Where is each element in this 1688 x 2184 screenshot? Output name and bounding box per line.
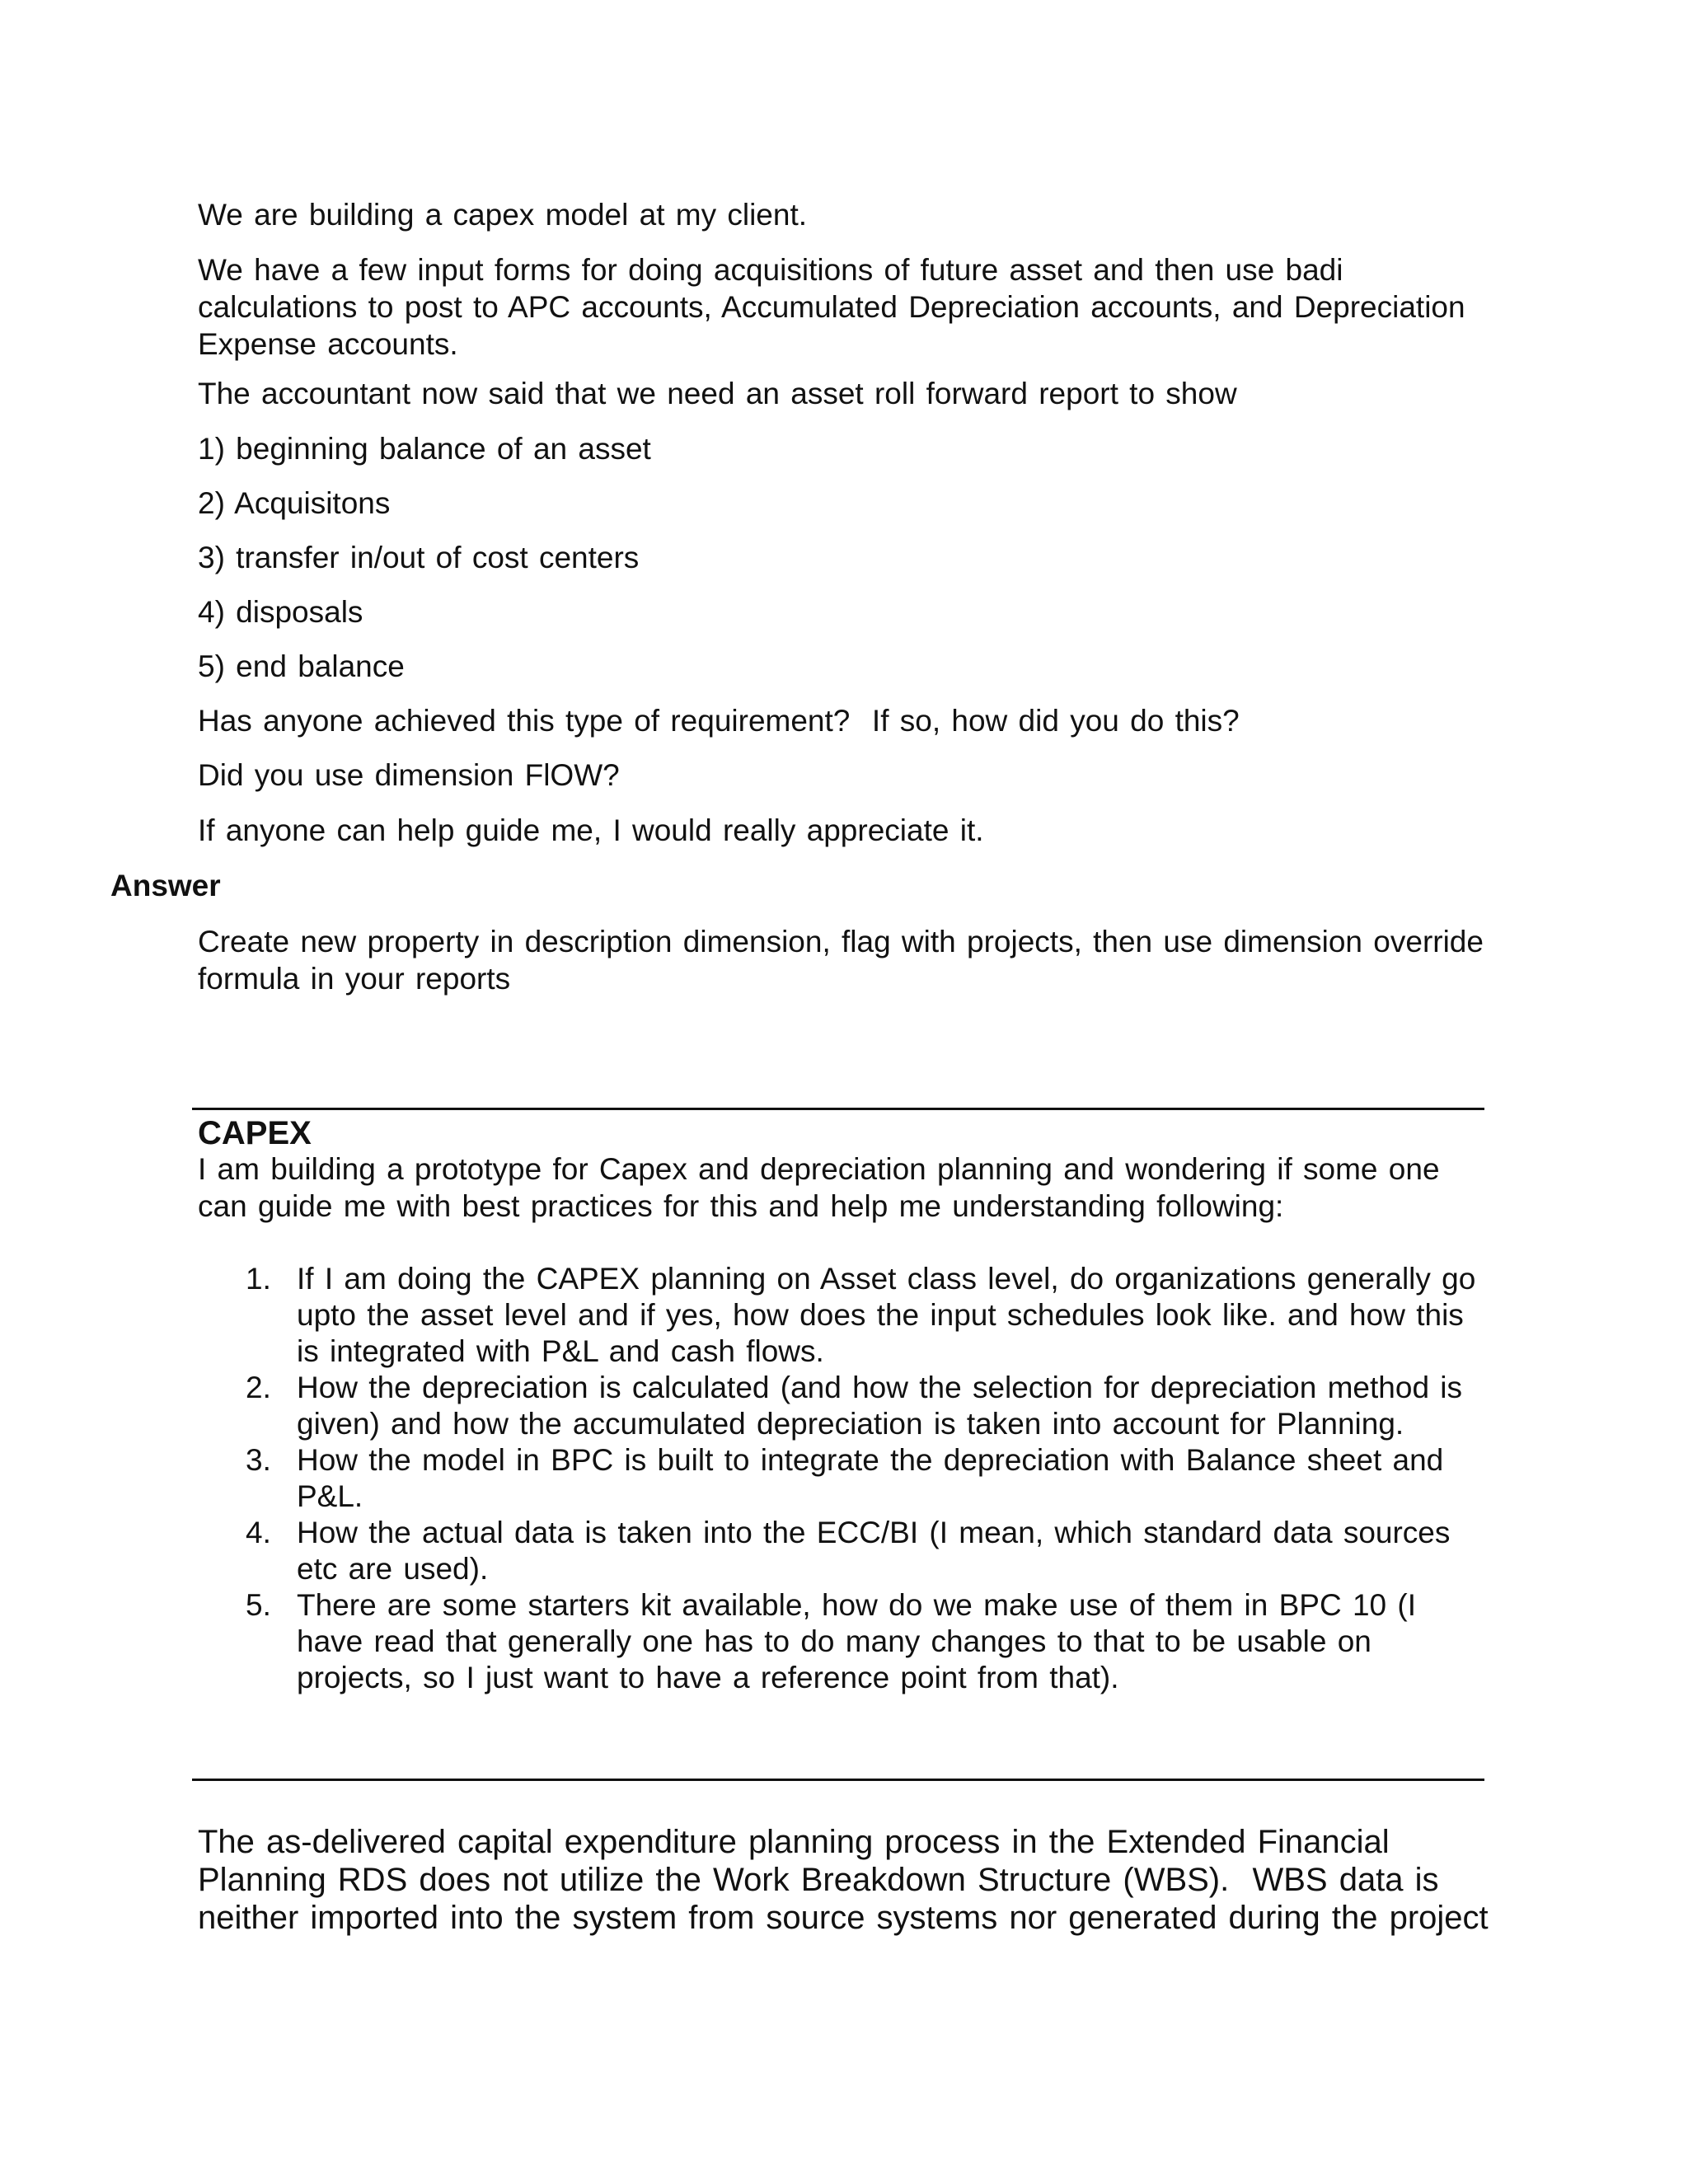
list-item-text: How the model in BPC is built to integrate the depreciation with Balance sheet and P&L.	[297, 1443, 1444, 1513]
list-item-text: There are some starters kit available, how do we make use of them in BPC 10 (I have read that generally one has to do many changes to that to be usable on projects, so I just want to have a reference point from that).	[297, 1588, 1416, 1694]
roll-forward-item: 5) end balance	[198, 649, 405, 683]
list-item	[198, 1442, 1484, 1515]
list-number: 3.	[246, 1443, 271, 1477]
question-1: Has anyone achieved this type of requirement? If so, how did you do this?	[198, 704, 1240, 738]
answer-text: Create new property in description dimension, flag with projects, then use dimension override formula in your reports	[198, 925, 1484, 996]
intro-paragraph-3: The accountant now said that we need an asset roll forward report to show	[198, 377, 1237, 410]
section-divider-top	[192, 1108, 1484, 1110]
list-number: 2.	[246, 1371, 271, 1404]
roll-forward-item: 3) transfer in/out of cost centers	[198, 541, 640, 574]
roll-forward-item: 2) Acquisitons	[198, 486, 391, 520]
roll-forward-item: 1) beginning balance of an asset	[198, 432, 651, 466]
question-2: Did you use dimension FlOW?	[198, 758, 620, 792]
intro-paragraph-2: We have a few input forms for doing acquisitions of future asset and then use badi calculations to post to APC accounts, Accumulated Depreciation accounts, and Depreciation Expense accounts.	[198, 253, 1465, 361]
list-item	[198, 1261, 1484, 1370]
list-item	[198, 1515, 1484, 1587]
capex-intro: I am building a prototype for Capex and depreciation planning and wondering if some one can guide me with best practices for this and help me understanding following:	[198, 1152, 1440, 1223]
question-3: If anyone can help guide me, I would really appreciate it.	[198, 813, 984, 847]
capex-title: CAPEX	[198, 1115, 312, 1151]
list-item-text: How the actual data is taken into the ECC/BI (I mean, which standard data sources etc are used).	[297, 1516, 1451, 1586]
section-divider-bottom	[192, 1779, 1484, 1781]
list-item-text: If I am doing the CAPEX planning on Asset class level, do organizations generally go upto the asset level and if yes, how does the input schedules look like. and how this is integrated with P&L and cash flows.	[297, 1262, 1476, 1368]
capex-question-list	[198, 1261, 1484, 1696]
intro-paragraph-1: We are building a capex model at my client.	[198, 198, 808, 232]
list-item-text: How the depreciation is calculated (and how the selection for depreciation method is given) and how the accumulated depreciation is taken into account for Planning.	[297, 1371, 1463, 1441]
closing-paragraph: The as-delivered capital expenditure planning process in the Extended Financial Planning RDS does not utilize the Work Breakdown Structure (WBS). WBS data is neither imported into the system from source systems nor generated during the project	[198, 1824, 1489, 1936]
list-item	[198, 1587, 1484, 1696]
list-number: 4.	[246, 1516, 271, 1549]
list-number: 1.	[246, 1262, 271, 1296]
roll-forward-item: 4) disposals	[198, 595, 363, 629]
list-number: 5.	[246, 1588, 271, 1622]
answer-heading: Answer	[110, 869, 221, 902]
list-item	[198, 1370, 1484, 1442]
